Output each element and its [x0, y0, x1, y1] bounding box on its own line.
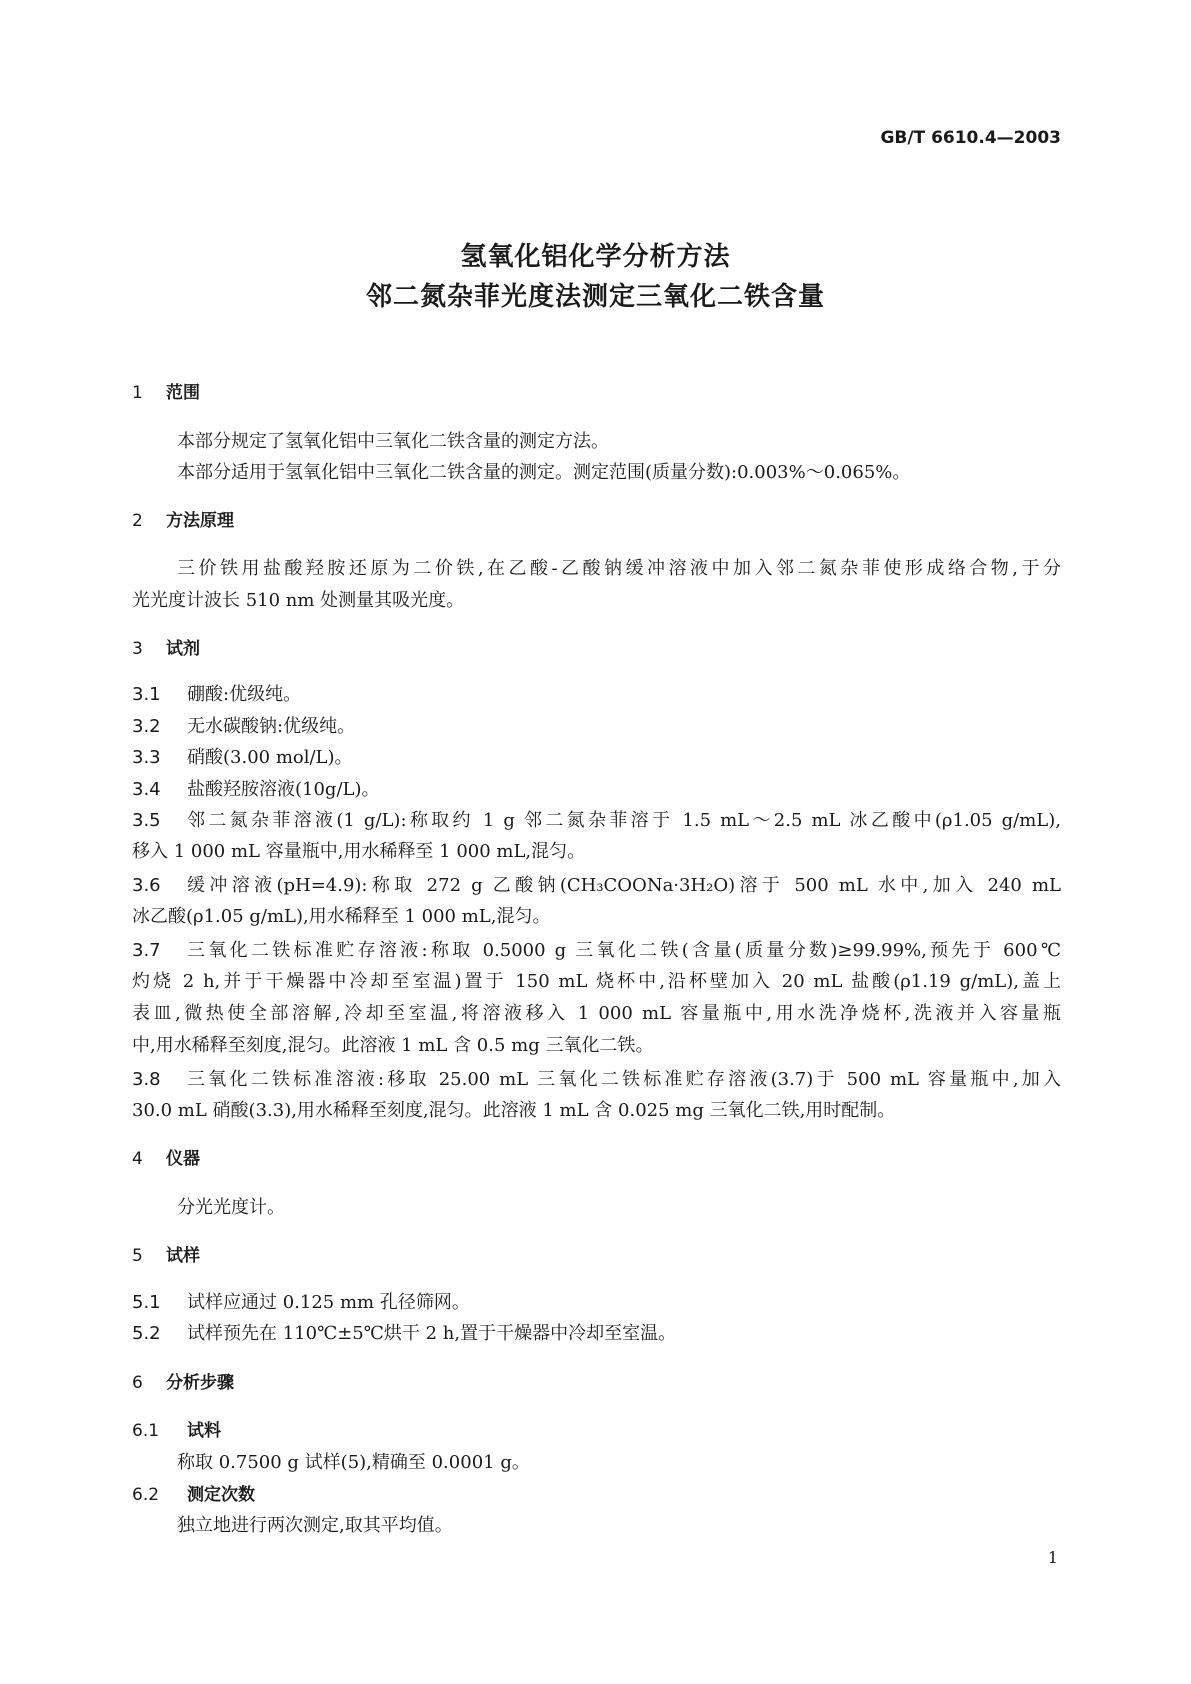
paragraph: 独立地进行两次测定,取其平均值。: [177, 1515, 453, 1536]
clause-number: 3.5: [132, 810, 161, 831]
clause-3-5: [132, 809, 1061, 833]
section-title: 试样: [166, 1246, 200, 1266]
clause-number: 5.1: [132, 1292, 161, 1313]
title-line-1: 氢氧化铝化学分析方法: [460, 242, 731, 272]
section-title: 仪器: [166, 1149, 200, 1169]
clause-number: 3.6: [132, 875, 161, 896]
clause-text-cont: 30.0 mL 硝酸(3.3),用水稀释至刻度,混匀。此溶液 1 mL 含 0.025 mg 三氧化二铁,用时配制。: [132, 1100, 896, 1121]
section-number: 3: [132, 639, 143, 659]
section-1-heading: [132, 381, 1061, 405]
clause-3-2: [132, 715, 1061, 739]
clause-text-cont: 中,用水稀释至刻度,混匀。此溶液 1 mL 含 0.5 mg 三氧化二铁。: [132, 1035, 654, 1056]
clause-3-8: [132, 1068, 1061, 1092]
clause-text: 试样应通过 0.125 mm 孔径筛网。: [187, 1292, 470, 1313]
title-line-2: 邻二氮杂菲光度法测定三氧化二铁含量: [365, 282, 825, 312]
clause-title: 试料: [187, 1421, 221, 1441]
clause-number: 3.2: [132, 716, 161, 737]
clause-text: 硝酸(3.00 mol/L)。: [187, 747, 353, 768]
clause-number: 6.1: [132, 1421, 160, 1441]
paragraph: 分光光度计。: [177, 1197, 285, 1218]
section-title: 试剂: [166, 639, 200, 659]
clause-text: 三氧化二铁标准贮存溶液:称取 0.5000 g 三氧化二铁(含量(质量分数)≥99.99%,预先于 600℃: [187, 940, 1061, 961]
clause-5-1: [132, 1291, 1061, 1315]
clause-number: 3.4: [132, 779, 161, 800]
section-4-heading: [132, 1147, 1061, 1171]
clause-3-6: [132, 874, 1061, 898]
section-6-heading: [132, 1371, 1061, 1395]
clause-text: 试样预先在 110℃±5℃烘干 2 h,置于干燥器中冷却至室温。: [187, 1323, 677, 1344]
section-title: 范围: [166, 383, 200, 403]
section-number: 6: [132, 1373, 143, 1393]
section-3-heading: [132, 637, 1061, 661]
clause-title: 测定次数: [187, 1485, 255, 1505]
section-title: 方法原理: [166, 511, 234, 531]
section-number: 5: [132, 1246, 143, 1266]
paragraph: 称取 0.7500 g 试样(5),精确至 0.0001 g。: [177, 1452, 530, 1473]
paragraph-line: 三价铁用盐酸羟胺还原为二价铁,在乙酸-乙酸钠缓冲溶液中加入邻二氮杂菲使形成络合物,于分: [177, 558, 1061, 579]
clause-3-3: [132, 746, 1061, 770]
clause-number: 3.7: [132, 940, 161, 961]
clause-text: 硼酸:优级纯。: [187, 684, 302, 705]
clause-text: 三氧化二铁标准溶液:移取 25.00 mL 三氧化二铁标准贮存溶液(3.7)于 500 mL 容量瓶中,加入: [187, 1069, 1061, 1090]
clause-number: 6.2: [132, 1485, 160, 1505]
paragraph: 本部分规定了氢氧化铝中三氧化二铁含量的测定方法。: [177, 431, 609, 452]
clause-text-cont: 灼烧 2 h,并于干燥器中冷却至室温)置于 150 mL 烧杯中,沿杯壁加入 20 mL 盐酸(ρ1.19 g/mL),盖上: [132, 971, 1061, 992]
clause-text: 无水碳酸钠:优级纯。: [187, 716, 356, 737]
clause-text: 邻二氮杂菲溶液(1 g/L):称取约 1 g 邻二氮杂菲溶于 1.5 mL～2.5 mL 冰乙酸中(ρ1.05 g/mL),: [187, 810, 1061, 831]
paragraph-line: 光光度计波长 510 nm 处测量其吸光度。: [132, 590, 465, 611]
paragraph: 本部分适用于氢氧化铝中三氧化二铁含量的测定。测定范围(质量分数):0.003%～0.065%。: [177, 462, 911, 483]
clause-6-2-heading: [132, 1483, 1061, 1507]
clause-text-cont: 表皿,微热使全部溶解,冷却至室温,将溶液移入 1 000 mL 容量瓶中,用水洗净烧杯,洗液并入容量瓶: [132, 1003, 1061, 1024]
section-2-heading: [132, 509, 1061, 533]
clause-text-cont: 移入 1 000 mL 容量瓶中,用水稀释至 1 000 mL,混匀。: [132, 841, 586, 862]
clause-text: 缓冲溶液(pH=4.9):称取 272 g 乙酸钠(CH₃COONa·3H₂O)溶于 500 mL 水中,加入 240 mL: [187, 875, 1061, 896]
clause-number: 5.2: [132, 1323, 161, 1344]
section-number: 2: [132, 511, 143, 531]
clause-5-2: [132, 1322, 1061, 1346]
clause-number: 3.1: [132, 684, 161, 705]
clause-text: 盐酸羟胺溶液(10g/L)。: [187, 779, 380, 800]
section-title: 分析步骤: [166, 1373, 234, 1393]
clause-text-cont: 冰乙酸(ρ1.05 g/mL),用水稀释至 1 000 mL,混匀。: [132, 906, 551, 927]
clause-3-1: [132, 683, 1061, 707]
page-number: 1: [1047, 1548, 1058, 1567]
clause-3-4: [132, 778, 1061, 802]
clause-6-1-heading: [132, 1419, 1061, 1443]
section-number: 4: [132, 1149, 143, 1169]
clause-number: 3.8: [132, 1069, 161, 1090]
section-number: 1: [132, 383, 143, 403]
clause-number: 3.3: [132, 747, 161, 768]
standard-number: GB/T 6610.4—2003: [880, 128, 1061, 148]
clause-3-7: [132, 939, 1061, 963]
section-5-heading: [132, 1244, 1061, 1268]
